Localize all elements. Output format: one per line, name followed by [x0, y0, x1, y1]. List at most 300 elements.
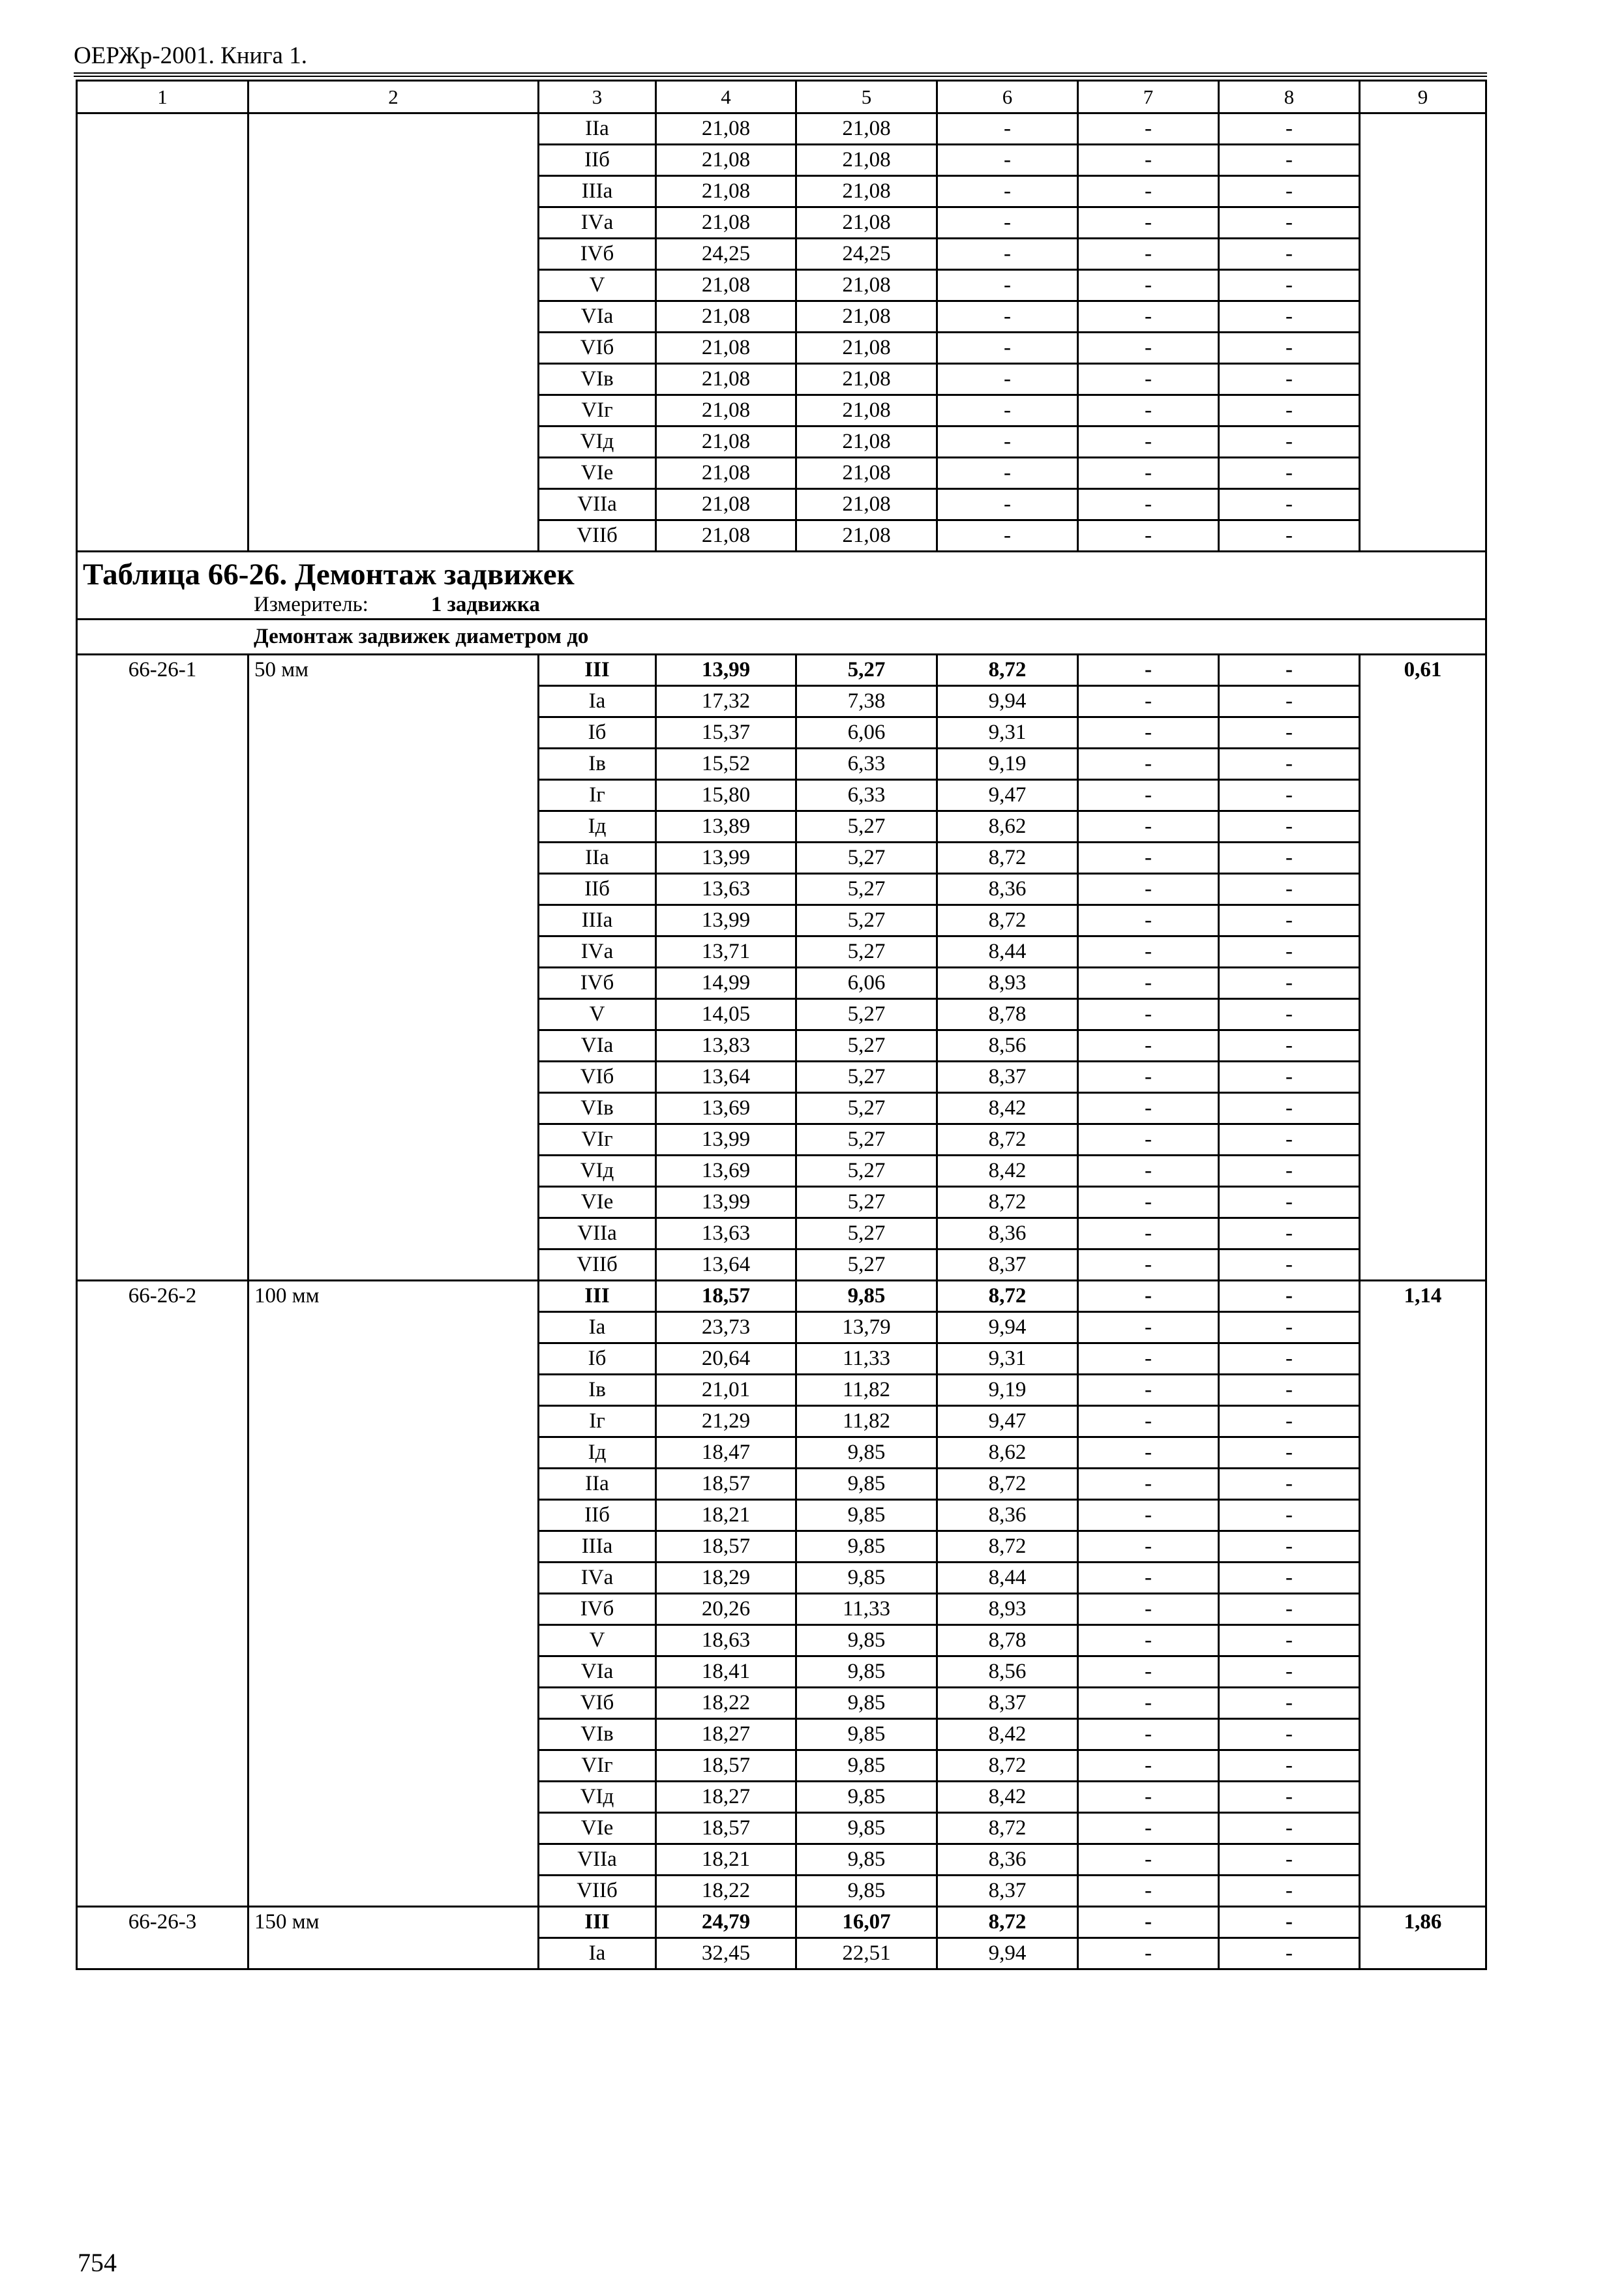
value-cell: 13,71 — [656, 936, 796, 968]
value-cell: VIIб — [539, 520, 656, 552]
value-cell: 6,06 — [796, 968, 937, 999]
value-cell: IVб — [539, 1594, 656, 1625]
value-cell: 23,73 — [656, 1312, 796, 1343]
value-cell: - — [1219, 1437, 1360, 1469]
column-number-row — [77, 81, 1486, 113]
value-cell: IIа — [539, 113, 656, 145]
value-cell: 5,27 — [796, 1093, 937, 1124]
value-cell: 8,62 — [937, 811, 1078, 843]
value-cell: - — [1078, 874, 1219, 905]
column-number-4: 4 — [656, 81, 796, 113]
value-cell: 21,08 — [656, 364, 796, 395]
value-cell: - — [1078, 520, 1219, 552]
value-cell: VIе — [539, 1187, 656, 1218]
value-cell: 8,42 — [937, 1093, 1078, 1124]
value-cell: 5,27 — [796, 999, 937, 1030]
value-cell: 13,99 — [656, 905, 796, 936]
value-cell: - — [937, 270, 1078, 301]
value-cell: - — [937, 395, 1078, 426]
value-cell: 13,64 — [656, 1062, 796, 1093]
value-cell: 8,72 — [937, 843, 1078, 874]
value-cell: - — [1219, 749, 1360, 780]
value-cell: 9,31 — [937, 717, 1078, 749]
unit-row — [77, 592, 1486, 620]
value-cell: III — [539, 655, 656, 686]
value-cell: 9,31 — [937, 1343, 1078, 1375]
value-cell: - — [1219, 1782, 1360, 1813]
value-cell: - — [1078, 905, 1219, 936]
column-number-2: 2 — [248, 81, 539, 113]
value-cell: - — [1078, 1062, 1219, 1093]
value-cell: 5,27 — [796, 936, 937, 968]
value-cell: - — [1219, 176, 1360, 207]
value-cell: VIд — [539, 1156, 656, 1187]
value-cell: 8,72 — [937, 1813, 1078, 1844]
value-cell: 8,42 — [937, 1719, 1078, 1750]
value-cell: - — [1078, 968, 1219, 999]
item-description: 100 мм — [248, 1281, 539, 1907]
value-cell: - — [1078, 1563, 1219, 1594]
value-cell: 13,79 — [796, 1312, 937, 1343]
value-cell: Iг — [539, 1406, 656, 1437]
value-cell: 8,36 — [937, 1844, 1078, 1876]
value-cell: 18,41 — [656, 1656, 796, 1688]
value-cell: 8,78 — [937, 1625, 1078, 1656]
value-cell: - — [1078, 811, 1219, 843]
value-cell: 9,85 — [796, 1469, 937, 1500]
value-cell: - — [1219, 145, 1360, 176]
value-cell: - — [1219, 1249, 1360, 1281]
value-cell: 18,57 — [656, 1531, 796, 1563]
value-cell: - — [1078, 1375, 1219, 1406]
value-cell: - — [1078, 207, 1219, 239]
value-cell: - — [1078, 301, 1219, 333]
value-cell: 13,83 — [656, 1030, 796, 1062]
value-cell: IVа — [539, 207, 656, 239]
value-cell: 21,08 — [656, 301, 796, 333]
value-cell: Iа — [539, 1312, 656, 1343]
value-cell: - — [1219, 1093, 1360, 1124]
value-cell: 9,85 — [796, 1750, 937, 1782]
value-cell: 8,72 — [937, 1750, 1078, 1782]
value-cell: - — [1078, 113, 1219, 145]
value-cell: 20,26 — [656, 1594, 796, 1625]
value-cell: - — [1219, 1500, 1360, 1531]
value-cell: 21,08 — [656, 333, 796, 364]
value-cell: 9,85 — [796, 1844, 937, 1876]
value-cell: IIб — [539, 874, 656, 905]
value-cell: VIIа — [539, 1218, 656, 1249]
value-cell: - — [1219, 458, 1360, 489]
value-cell: 21,08 — [796, 113, 937, 145]
value-cell: - — [1219, 1312, 1360, 1343]
value-cell: 9,85 — [796, 1437, 937, 1469]
value-cell: - — [1219, 1907, 1360, 1938]
value-cell: VIд — [539, 1782, 656, 1813]
value-cell: 18,27 — [656, 1782, 796, 1813]
value-cell: - — [1078, 1719, 1219, 1750]
value-cell: 13,89 — [656, 811, 796, 843]
value-cell: - — [1219, 1218, 1360, 1249]
value-cell: 5,27 — [796, 1030, 937, 1062]
value-cell: - — [1219, 811, 1360, 843]
value-cell: 21,29 — [656, 1406, 796, 1437]
value-cell: - — [1078, 1156, 1219, 1187]
value-cell: 21,08 — [796, 489, 937, 520]
value-cell: 13,99 — [656, 1187, 796, 1218]
value-cell: - — [1219, 520, 1360, 552]
value-cell: III — [539, 1907, 656, 1938]
value-cell: 21,08 — [656, 270, 796, 301]
page-number: 754 — [78, 2248, 117, 2277]
value-cell: 5,27 — [796, 1156, 937, 1187]
value-cell: - — [1219, 686, 1360, 717]
column-number-6: 6 — [937, 81, 1078, 113]
value-cell: - — [1219, 1594, 1360, 1625]
value-cell: 11,82 — [796, 1406, 937, 1437]
value-cell: - — [1078, 270, 1219, 301]
value-cell: 8,36 — [937, 1218, 1078, 1249]
value-cell: 18,21 — [656, 1500, 796, 1531]
value-cell: - — [1219, 874, 1360, 905]
value-cell: - — [937, 176, 1078, 207]
value-cell: - — [1219, 1813, 1360, 1844]
value-cell: 8,62 — [937, 1437, 1078, 1469]
value-cell: - — [1078, 176, 1219, 207]
value-cell: - — [1078, 333, 1219, 364]
value-cell: - — [1078, 1688, 1219, 1719]
value-cell: - — [1078, 364, 1219, 395]
value-cell: 18,57 — [656, 1281, 796, 1312]
value-cell: 18,21 — [656, 1844, 796, 1876]
value-cell: - — [1219, 333, 1360, 364]
value-cell: 9,85 — [796, 1813, 937, 1844]
value-cell: - — [1219, 1187, 1360, 1218]
value-cell: - — [937, 333, 1078, 364]
value-cell: Iд — [539, 811, 656, 843]
unit-label: Измеритель: — [254, 593, 368, 617]
value-cell: 21,08 — [796, 520, 937, 552]
value-cell: 11,33 — [796, 1343, 937, 1375]
table-row — [77, 1907, 1486, 1938]
value-cell: 5,27 — [796, 1187, 937, 1218]
value-cell: - — [1078, 686, 1219, 717]
value-cell: 21,08 — [656, 395, 796, 426]
value-cell: - — [1219, 1688, 1360, 1719]
value-cell: 8,37 — [937, 1249, 1078, 1281]
value-cell: - — [937, 426, 1078, 458]
value-cell: - — [1219, 1281, 1360, 1312]
value-cell: VIе — [539, 458, 656, 489]
value-cell: - — [1219, 207, 1360, 239]
value-cell: VIд — [539, 426, 656, 458]
value-cell: 18,57 — [656, 1813, 796, 1844]
value-cell: - — [1219, 1156, 1360, 1187]
value-cell: 21,08 — [796, 458, 937, 489]
value-cell: - — [1078, 1469, 1219, 1500]
value-cell: 8,37 — [937, 1062, 1078, 1093]
column-number-1: 1 — [77, 81, 248, 113]
value-cell: VIв — [539, 1093, 656, 1124]
value-cell: 8,72 — [937, 655, 1078, 686]
value-cell: - — [1078, 239, 1219, 270]
value-cell: - — [1219, 113, 1360, 145]
value-cell: IVб — [539, 968, 656, 999]
value-cell: 21,08 — [656, 489, 796, 520]
value-cell: 9,19 — [937, 1375, 1078, 1406]
rates-table — [76, 80, 1487, 1970]
value-cell: 21,01 — [656, 1375, 796, 1406]
value-cell: - — [1219, 1124, 1360, 1156]
value-cell: - — [1078, 426, 1219, 458]
value-cell: - — [1078, 1437, 1219, 1469]
item-code: 66-26-2 — [77, 1281, 248, 1907]
value-cell: 9,85 — [796, 1688, 937, 1719]
value-cell: - — [1078, 1500, 1219, 1531]
value-cell: 21,08 — [656, 113, 796, 145]
item-col9: 1,86 — [1360, 1907, 1486, 1969]
value-cell: - — [937, 207, 1078, 239]
value-cell: 21,08 — [796, 364, 937, 395]
value-cell: 13,63 — [656, 874, 796, 905]
value-cell: - — [1219, 1876, 1360, 1907]
value-cell: - — [1078, 1844, 1219, 1876]
value-cell: 21,08 — [656, 426, 796, 458]
value-cell: IIIа — [539, 176, 656, 207]
value-cell: 21,08 — [796, 333, 937, 364]
value-cell: - — [1219, 1406, 1360, 1437]
value-cell: - — [1078, 1030, 1219, 1062]
value-cell: 9,47 — [937, 780, 1078, 811]
value-cell: - — [1219, 1531, 1360, 1563]
value-cell: - — [937, 364, 1078, 395]
value-cell: 9,94 — [937, 1312, 1078, 1343]
value-cell: VIIа — [539, 1844, 656, 1876]
value-cell: - — [1219, 1030, 1360, 1062]
page-header: ОЕРЖр-2001. Книга 1. — [74, 42, 307, 69]
value-cell: - — [1078, 1312, 1219, 1343]
value-cell: - — [937, 113, 1078, 145]
value-cell: - — [1219, 1625, 1360, 1656]
value-cell: VIг — [539, 395, 656, 426]
value-cell: 21,08 — [796, 395, 937, 426]
value-cell: 21,08 — [796, 426, 937, 458]
value-cell: - — [1078, 1813, 1219, 1844]
value-cell: - — [937, 301, 1078, 333]
value-cell: 13,63 — [656, 1218, 796, 1249]
value-cell: 9,85 — [796, 1281, 937, 1312]
value-cell: VIб — [539, 1062, 656, 1093]
value-cell: 8,93 — [937, 968, 1078, 999]
value-cell: - — [1219, 1750, 1360, 1782]
value-cell: 21,08 — [796, 176, 937, 207]
column-number-7: 7 — [1078, 81, 1219, 113]
value-cell: 8,72 — [937, 1281, 1078, 1312]
value-cell: 8,44 — [937, 936, 1078, 968]
value-cell: 8,42 — [937, 1156, 1078, 1187]
value-cell: 21,08 — [656, 145, 796, 176]
value-cell: - — [1219, 364, 1360, 395]
value-cell: 9,85 — [796, 1531, 937, 1563]
value-cell: 8,93 — [937, 1594, 1078, 1625]
value-cell: 13,69 — [656, 1156, 796, 1187]
value-cell: 11,33 — [796, 1594, 937, 1625]
value-cell: 24,25 — [656, 239, 796, 270]
item-code: 66-26-3 — [77, 1907, 248, 1969]
value-cell: 8,56 — [937, 1030, 1078, 1062]
value-cell: V — [539, 270, 656, 301]
value-cell: 13,99 — [656, 655, 796, 686]
description-cell — [248, 113, 539, 552]
value-cell: - — [937, 489, 1078, 520]
value-cell: - — [1078, 1187, 1219, 1218]
value-cell: - — [1078, 936, 1219, 968]
value-cell: 13,64 — [656, 1249, 796, 1281]
value-cell: 5,27 — [796, 843, 937, 874]
value-cell: 8,78 — [937, 999, 1078, 1030]
value-cell: 21,08 — [796, 145, 937, 176]
value-cell: IVб — [539, 239, 656, 270]
value-cell: 8,72 — [937, 1187, 1078, 1218]
value-cell: 15,52 — [656, 749, 796, 780]
value-cell: 8,42 — [937, 1782, 1078, 1813]
value-cell: - — [1219, 999, 1360, 1030]
value-cell: - — [1078, 1406, 1219, 1437]
value-cell: 32,45 — [656, 1938, 796, 1969]
value-cell: V — [539, 1625, 656, 1656]
value-cell: VIе — [539, 1813, 656, 1844]
value-cell: - — [1219, 239, 1360, 270]
value-cell: 9,85 — [796, 1500, 937, 1531]
value-cell: - — [1219, 1656, 1360, 1688]
value-cell: III — [539, 1281, 656, 1312]
table-row — [77, 655, 1486, 686]
value-cell: 9,85 — [796, 1782, 937, 1813]
value-cell: 6,33 — [796, 749, 937, 780]
value-cell: - — [1078, 843, 1219, 874]
value-cell: Iг — [539, 780, 656, 811]
value-cell: 8,56 — [937, 1656, 1078, 1688]
value-cell: - — [937, 145, 1078, 176]
value-cell: 15,37 — [656, 717, 796, 749]
value-cell: 9,85 — [796, 1563, 937, 1594]
value-cell: 5,27 — [796, 1124, 937, 1156]
value-cell: - — [1078, 1281, 1219, 1312]
value-cell: - — [1078, 1782, 1219, 1813]
value-cell: - — [1219, 968, 1360, 999]
table-row — [77, 113, 1486, 145]
value-cell: Iа — [539, 686, 656, 717]
value-cell: - — [1078, 1625, 1219, 1656]
value-cell: 8,72 — [937, 1907, 1078, 1938]
value-cell: IVа — [539, 936, 656, 968]
value-cell: 21,08 — [656, 207, 796, 239]
value-cell: - — [1219, 1375, 1360, 1406]
value-cell: Iа — [539, 1938, 656, 1969]
value-cell: 14,05 — [656, 999, 796, 1030]
value-cell: 20,64 — [656, 1343, 796, 1375]
item-col9: 1,14 — [1360, 1281, 1486, 1907]
value-cell: VIа — [539, 301, 656, 333]
value-cell: Iд — [539, 1437, 656, 1469]
value-cell: Iб — [539, 1343, 656, 1375]
column-number-5: 5 — [796, 81, 937, 113]
value-cell: V — [539, 999, 656, 1030]
value-cell: IIб — [539, 1500, 656, 1531]
value-cell: - — [1219, 489, 1360, 520]
value-cell: 8,72 — [937, 1531, 1078, 1563]
value-cell: - — [1219, 905, 1360, 936]
value-cell: 9,85 — [796, 1876, 937, 1907]
value-cell: 9,94 — [937, 1938, 1078, 1969]
value-cell: - — [937, 239, 1078, 270]
value-cell: 24,79 — [656, 1907, 796, 1938]
table-title: Таблица 66-26. Демонтаж задвижек — [77, 552, 1486, 592]
value-cell: 8,72 — [937, 905, 1078, 936]
value-cell: - — [1219, 1469, 1360, 1500]
value-cell: 5,27 — [796, 1249, 937, 1281]
table-title-row — [77, 552, 1486, 592]
value-cell: VIIб — [539, 1249, 656, 1281]
value-cell: 17,32 — [656, 686, 796, 717]
value-cell: 24,25 — [796, 239, 937, 270]
value-cell: 16,07 — [796, 1907, 937, 1938]
value-cell: 18,63 — [656, 1625, 796, 1656]
value-cell: 18,29 — [656, 1563, 796, 1594]
value-cell: 8,37 — [937, 1876, 1078, 1907]
value-cell: 5,27 — [796, 655, 937, 686]
value-cell: - — [1078, 1750, 1219, 1782]
value-cell: IVа — [539, 1563, 656, 1594]
value-cell: - — [1219, 780, 1360, 811]
value-cell: 11,82 — [796, 1375, 937, 1406]
value-cell: - — [1219, 1844, 1360, 1876]
value-cell: 13,99 — [656, 843, 796, 874]
value-cell: 22,51 — [796, 1938, 937, 1969]
col9-cell — [1360, 113, 1486, 552]
value-cell: - — [1078, 458, 1219, 489]
value-cell: - — [1078, 717, 1219, 749]
value-cell: 21,08 — [656, 458, 796, 489]
header-rule — [74, 72, 1487, 77]
value-cell: - — [1078, 1656, 1219, 1688]
value-cell: - — [1219, 270, 1360, 301]
value-cell: - — [1219, 1343, 1360, 1375]
value-cell: 9,19 — [937, 749, 1078, 780]
value-cell: VIб — [539, 1688, 656, 1719]
value-cell: - — [1078, 1343, 1219, 1375]
value-cell: VIг — [539, 1124, 656, 1156]
table-row — [77, 1281, 1486, 1312]
column-number-8: 8 — [1219, 81, 1360, 113]
value-cell: 18,57 — [656, 1469, 796, 1500]
value-cell: 9,94 — [937, 686, 1078, 717]
value-cell: 21,08 — [656, 176, 796, 207]
value-cell: - — [1219, 301, 1360, 333]
value-cell: 18,47 — [656, 1437, 796, 1469]
code-cell — [77, 113, 248, 552]
value-cell: - — [1219, 936, 1360, 968]
value-cell: Iв — [539, 749, 656, 780]
value-cell: 5,27 — [796, 905, 937, 936]
value-cell: - — [1078, 1249, 1219, 1281]
value-cell: 8,36 — [937, 1500, 1078, 1531]
item-code: 66-26-1 — [77, 655, 248, 1281]
value-cell: - — [1078, 1594, 1219, 1625]
value-cell: 5,27 — [796, 1218, 937, 1249]
unit-cell — [77, 592, 1486, 620]
value-cell: 18,57 — [656, 1750, 796, 1782]
